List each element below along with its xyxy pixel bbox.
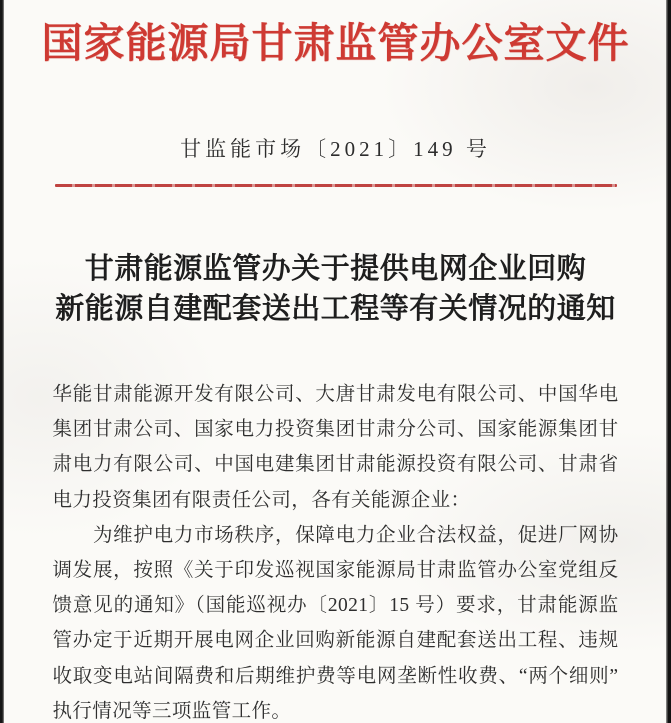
paragraph-line-3: 馈意见的通知》（国能巡视办〔2021〕15 号）要求，甘肃能源监 [52,595,619,617]
red-divider-line [55,184,617,187]
paragraph-line-1: 为维护电力市场秩序，保障电力企业合法权益，促进厂网协 [52,524,619,546]
recipients-line-2: 集团甘肃公司、国家电力投资集团甘肃分公司、国家能源集团甘 [52,419,619,441]
document-body [53,377,619,723]
paragraph-line-4: 管办定于近期开展电网企业回购新能源自建配套送出工程、违规 [52,630,619,652]
paragraph-line-5: 收取变电站间隔费和后期维护费等电网垄断性收费、“两个细则” [52,665,619,687]
document-title-line-2: 新能源自建配套送出工程等有关情况的通知 [55,293,616,325]
document-title-line-1: 甘肃能源监管办关于提供电网企业回购 [84,253,587,285]
document-number: 甘监能市场〔2021〕149 号 [180,137,491,161]
document-header-title: 国家能源局甘肃监管办公室文件 [41,20,630,66]
scan-edge-right [666,0,671,723]
scan-edge-left [0,0,4,723]
recipients-line-1: 华能甘肃能源开发有限公司、大唐甘肃发电有限公司、中国华电 [52,384,619,405]
recipients-line-4: 电力投资集团有限责任公司，各有关能源企业： [52,489,471,511]
paragraph-line-2: 调发展，按照《关于印发巡视国家能源局甘肃监管办公室党组反 [52,560,619,582]
document-title [0,249,671,329]
recipients-line-3: 肃电力有限公司、中国电建集团甘肃能源投资有限公司、甘肃省 [52,454,619,476]
paragraph-line-6: 执行情况等三项监管工作。 [52,700,292,722]
